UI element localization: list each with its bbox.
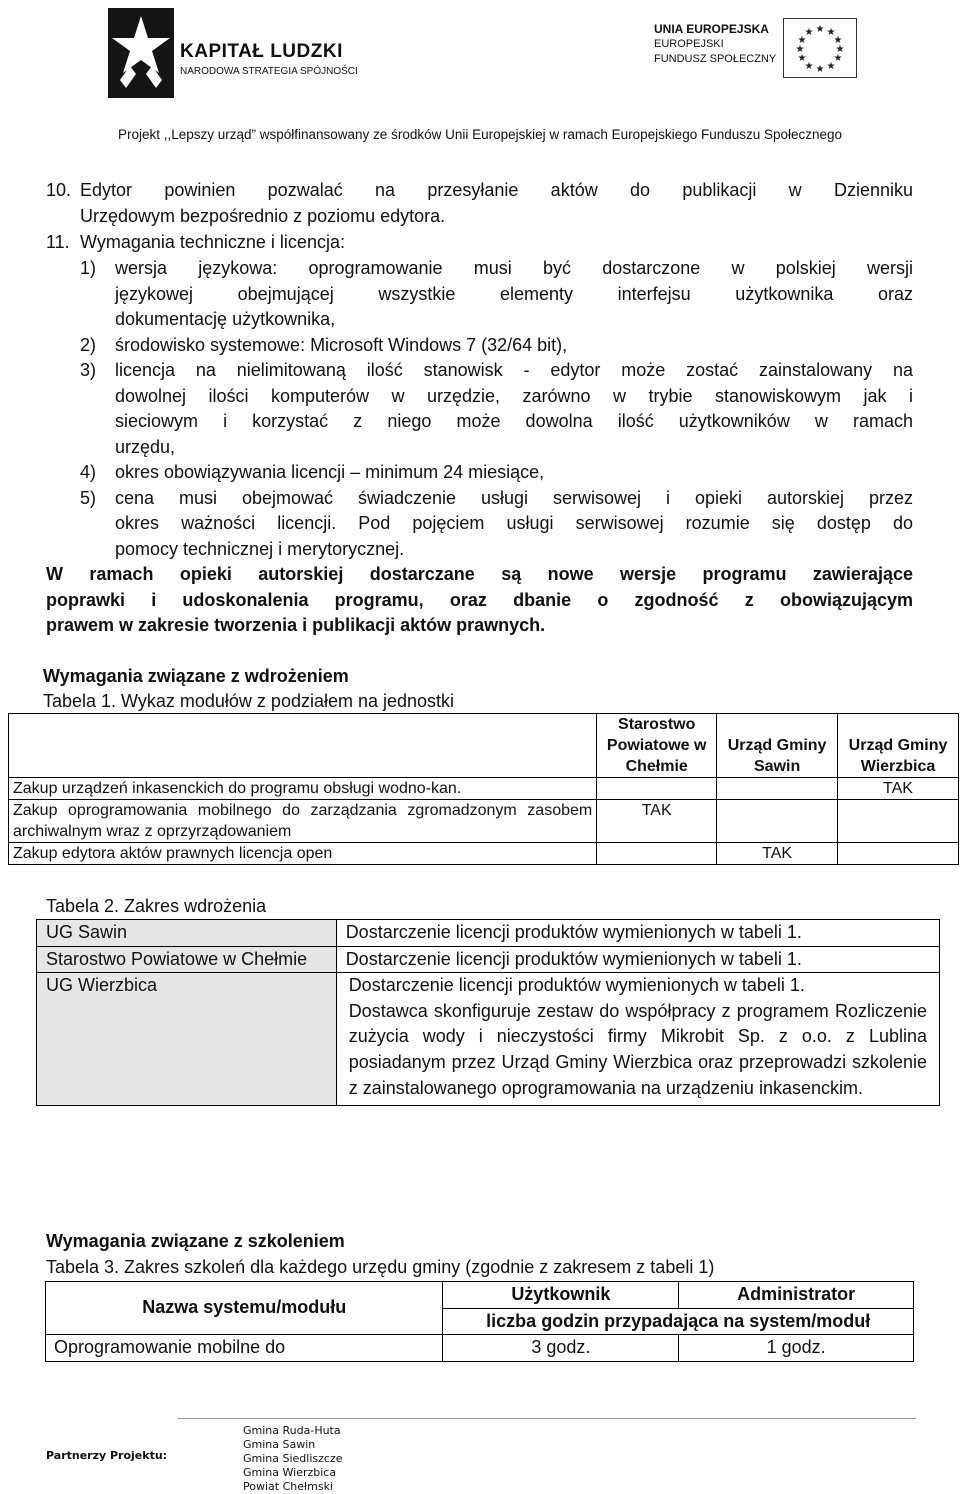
table-3-header-user: Użytkownik <box>443 1282 679 1309</box>
table-3-header-admin: Administrator <box>679 1282 914 1309</box>
table-row <box>9 778 959 800</box>
footer-partner: Gmina Siedliszcze <box>243 1451 343 1465</box>
table-1-header-sawin: Urząd Gminy Sawin <box>717 714 838 778</box>
kapital-ludzki-logo <box>108 8 368 98</box>
table-1-header-row <box>9 714 959 778</box>
table-1-row-3-col3 <box>838 843 959 865</box>
sub-1-line-2: językowej obejmującej wszystkie elementy interfejsu użytkownika oraz <box>115 284 913 304</box>
kapital-ludzki-star-icon <box>108 8 174 98</box>
sub-4-line-1: okres obowiązywania licencji – minimum 24 miesiące, <box>115 462 545 482</box>
table-row <box>46 1335 914 1362</box>
table-3-caption: Tabela 3. Zakres szkoleń dla każdego urzędu gminy (zgodnie z zakresem z tabeli 1) <box>46 1257 715 1277</box>
project-line: Projekt ,,Lepszy urząd” współfinansowany ze środków Unii Europejskiej w ramach Europejskiego Funduszu Społecznego <box>117 127 843 142</box>
kapital-ludzki-title: KAPITAŁ LUDZKI <box>180 41 343 62</box>
eu-text-block <box>654 22 776 67</box>
table-1-row-1-col3: TAK <box>838 778 959 800</box>
table-3-header-name: Nazwa systemu/modułu <box>46 1282 443 1335</box>
table-row <box>37 946 940 973</box>
sub-5-line-3: pomocy technicznej i merytorycznej. <box>115 539 405 559</box>
kapital-ludzki-subtitle: NARODOWA STRATEGIA SPÓJNOŚCI <box>180 66 358 77</box>
table-2-row-1-desc: Dostarczenie licencji produktów wymienionych w tabeli 1. <box>336 920 939 947</box>
table-1-header-empty <box>9 714 597 778</box>
table-3-header-row-1 <box>46 1282 914 1309</box>
sub-3-line-1: licencja na nielimitowaną ilość stanowisk - edytor może zostać zainstalowany na <box>115 360 913 380</box>
footer-partner: Gmina Sawin <box>243 1437 316 1451</box>
section-heading-szkolenie: Wymagania związane z szkoleniem <box>46 1231 345 1251</box>
svg-text:★: ★ <box>797 35 807 46</box>
table-row <box>37 973 940 1106</box>
svg-text:★: ★ <box>826 27 836 38</box>
item-10-line-2: Urzędowym bezpośrednio z poziomu edytora. <box>80 206 446 226</box>
sub-5-number: 5) <box>80 488 97 508</box>
svg-text:★: ★ <box>815 64 825 75</box>
svg-text:★: ★ <box>833 35 843 46</box>
footer-partner: Gmina Wierzbica <box>243 1465 337 1479</box>
table-3-row-1-admin: 1 godz. <box>679 1335 914 1362</box>
table-1-row-2-col3 <box>838 800 959 843</box>
table-1-row-1-label: Zakup urządzeń inkasenckich do programu obsługi wodno-kan. <box>9 778 597 800</box>
table-1-caption: Tabela 1. Wykaz modułów z podziałem na jednostki <box>43 691 455 711</box>
footer-divider <box>178 1418 916 1419</box>
table-row <box>37 920 940 947</box>
footer-partner: Gmina Ruda-Huta <box>243 1424 341 1437</box>
sub-3-line-4: urzędu, <box>115 437 176 457</box>
table-3-row-1-user: 3 godz. <box>443 1335 679 1362</box>
sub-5-line-1: cena musi obejmować świadczenie usługi serwisowej i opieki autorskiej przez <box>115 488 913 508</box>
sub-4-number: 4) <box>80 462 97 482</box>
eu-line-2: EUROPEJSKI <box>654 38 724 50</box>
sub-1-number: 1) <box>80 258 97 278</box>
table-1-row-2-col1: TAK <box>597 800 717 843</box>
bold-para-line-1: W ramach opieki autorskiej dostarczane są nowe wersje programu zawierające <box>46 564 913 584</box>
table-3-header-hours: liczba godzin przypadająca na system/moduł <box>443 1308 914 1335</box>
table-2-row-2-desc: Dostarczenie licencji produktów wymienionych w tabeli 1. <box>336 946 939 973</box>
table-1-row-1-col1 <box>597 778 717 800</box>
table-2-row-3-cell <box>336 973 939 1106</box>
table-2-row-1-unit: UG Sawin <box>37 920 337 947</box>
sub-2-number: 2) <box>80 335 97 355</box>
table-2-row-3-desc: Dostarczenie licencji produktów wymienionych w tabeli 1. <box>348 975 805 996</box>
table-1-row-1-col2 <box>717 778 838 800</box>
sub-3-number: 3) <box>80 360 97 380</box>
svg-text:★: ★ <box>815 24 825 35</box>
section-heading-wdrozenie: Wymagania związane z wdrożeniem <box>43 666 349 686</box>
footer-partner: Powiat Chełmski <box>243 1479 333 1493</box>
table-1-row-2-label: Zakup oprogramowania mobilnego do zarządzania zgromadzonym zasobem archiwalnym wraz z oprzyrządowaniem <box>9 800 597 843</box>
item-11-title: Wymagania techniczne i licencja: <box>80 232 345 252</box>
table-2-caption: Tabela 2. Zakres wdrożenia <box>46 896 267 916</box>
table-1 <box>8 713 959 865</box>
table-2-row-3-desc2: Dostawca skonfiguruje zestaw do współpracy z programem Rozliczenie zużycia wody i nieczystości firmy Mikrobit Sp. z o.o. z Lublina posiadanym przez Urząd Gminy Wierzbica oraz przeprowadzi szkolenie z zainstalowanego oprogramowania na urządzeniu inkasenckim. <box>348 1000 927 1098</box>
sub-3-line-2: dowolnej ilości komputerów w urzędzie, zarówno w trybie stanowiskowym jak i <box>115 386 913 406</box>
sub-1-line-3: dokumentację użytkownika, <box>115 309 336 329</box>
sub-3-line-3: sieciowym i korzystać z niego może dowolna ilość użytkowników w ramach <box>115 411 913 431</box>
table-3-row-1-name: Oprogramowanie mobilne do <box>46 1335 443 1362</box>
sub-2-line-1: środowisko systemowe: Microsoft Windows 7 (32/64 bit), <box>115 335 568 355</box>
table-1-header-wierzbica: Urząd Gminy Wierzbica <box>838 714 959 778</box>
svg-text:★: ★ <box>804 27 814 38</box>
svg-text:★: ★ <box>835 44 845 55</box>
eu-flag-icon <box>783 18 857 78</box>
table-1-header-starostwo: Starostwo Powiatowe w Chełmie <box>597 714 717 778</box>
table-row <box>9 843 959 865</box>
eu-line-1: UNIA EUROPEJSKA <box>654 22 769 36</box>
table-1-row-3-col2: TAK <box>717 843 838 865</box>
table-2-row-3-unit: UG Wierzbica <box>37 973 337 1106</box>
item-11-number: 11. <box>46 232 70 252</box>
footer-partners-list <box>243 1424 343 1494</box>
svg-text:★: ★ <box>826 61 836 72</box>
table-1-row-3-label: Zakup edytora aktów prawnych licencja open <box>9 843 597 865</box>
footer-partners-label: Partnerzy Projektu: <box>46 1449 168 1462</box>
eu-line-3: FUNDUSZ SPOŁECZNY <box>654 53 777 65</box>
svg-text:★: ★ <box>795 44 805 55</box>
item-10-number: 10. <box>46 180 72 200</box>
bold-para-line-2: poprawki i udoskonalenia programu, oraz dbanie o zgodność z obowiązującym <box>46 590 913 610</box>
bold-para-line-3: prawem w zakresie tworzenia i publikacji aktów prawnych. <box>46 615 546 635</box>
sub-1-line-1: wersja językowa: oprogramowanie musi być dostarczone w polskiej wersji <box>115 258 913 278</box>
table-2 <box>36 919 940 1106</box>
table-row <box>9 800 959 843</box>
item-10-line-1: Edytor powinien pozwalać na przesyłanie aktów do publikacji w Dzienniku <box>80 180 913 200</box>
svg-text:★: ★ <box>797 53 807 64</box>
svg-text:★: ★ <box>804 61 814 72</box>
svg-text:★: ★ <box>833 53 843 64</box>
table-3 <box>45 1281 914 1362</box>
table-2-row-2-unit: Starostwo Powiatowe w Chełmie <box>37 946 337 973</box>
table-1-row-3-col1 <box>597 843 717 865</box>
sub-5-line-2: okres ważności licencji. Pod pojęciem usługi serwisowej rozumie się dostęp do <box>115 513 913 533</box>
table-1-row-2-col2 <box>717 800 838 843</box>
